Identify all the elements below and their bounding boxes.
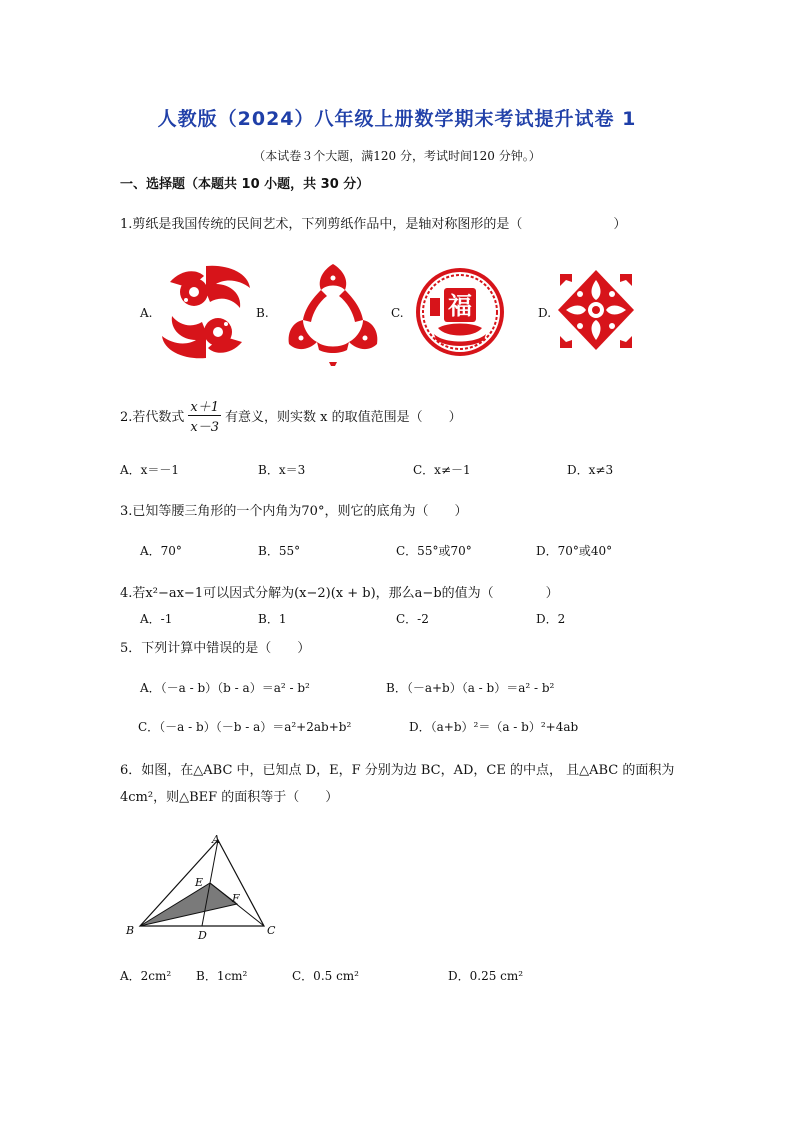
q2-option-b: B．x＝3 (258, 463, 306, 477)
q1-option-b-label: B. (256, 306, 269, 320)
paper-cut-fu-circle-image (414, 266, 506, 358)
q6-option-c: C．0.5 cm² (292, 969, 359, 983)
q6-option-b: B．1cm² (196, 969, 248, 983)
q5-option-d: D．（a+b）²＝（a - b）²+4ab (409, 720, 579, 734)
page-title: 人教版（2024）八年级上册数学期末考试提升试卷 1 (157, 108, 637, 130)
question-6-stem-line-2: 4cm²，则△BEF 的面积等于（ ） (120, 790, 339, 805)
question-1-stem: 1.剪纸是我国传统的民间艺术，下列剪纸作品中，是轴对称图形的是（ ） (120, 217, 627, 232)
paper-cut-fish-dragon-image (160, 262, 252, 362)
q3-option-b: B．55° (258, 544, 301, 558)
q2-denominator: x－3 (190, 420, 220, 435)
question-6-stem-line-1: 6．如图，在△ABC 中，已知点 D，E，F 分别为边 BC，AD，CE 的中点， 且△ABC 的面积为 (120, 763, 675, 778)
q1-option-c-label: C. (391, 306, 404, 320)
shaded-triangle-bef (140, 883, 237, 926)
point-label-b: B (126, 924, 135, 937)
q5-option-b: B．（－a+b）（a - b）＝a² - b² (386, 681, 555, 695)
question-4-stem: 4.若x²−ax−1可以因式分解为(x−2)(x + b)，那么a−b的值为（ ） (120, 586, 559, 601)
point-label-f: F (232, 892, 240, 905)
q2-option-c: C．x≠－1 (413, 463, 471, 477)
paper-cut-flower-square-image (556, 268, 636, 352)
point-label-a: A (212, 833, 220, 846)
q4-option-c: C．-2 (396, 612, 429, 626)
question-5-stem: 5．下列计算中错误的是（ ） (120, 641, 311, 656)
q3-option-d: D．70°或40° (536, 544, 613, 558)
section-heading: 一、选择题（本题共 10 小题，共 30 分） (120, 177, 370, 192)
point-label-d: D (198, 929, 207, 942)
q2-fraction (188, 396, 221, 435)
q4-option-d: D．2 (536, 612, 566, 626)
q2-suffix: 有意义，则实数 x 的取值范围是（ ） (225, 410, 462, 425)
q1-option-a-label: A. (140, 306, 153, 320)
q3-option-c: C．55°或70° (396, 544, 472, 558)
paper-cut-triangle-flower-image (283, 262, 383, 368)
q4-option-b: B．1 (258, 612, 287, 626)
q5-option-c: C．（－a - b）（－b - a）＝a²+2ab+b² (138, 720, 352, 734)
exam-instructions: （本试卷３个大题，满120 分，考试时间120 分钟。） (253, 149, 541, 163)
point-label-e: E (195, 876, 204, 889)
triangle-abc-figure (120, 830, 290, 945)
q2-numerator: x＋1 (188, 396, 221, 416)
q6-option-a: A．2cm² (120, 969, 172, 983)
q6-option-d: D．0.25 cm² (448, 969, 524, 983)
question-2-stem (120, 396, 462, 435)
q3-option-a: A．70° (140, 544, 182, 558)
question-3-stem: 3.已知等腰三角形的一个内角为70°，则它的底角为（ ） (120, 504, 468, 519)
q2-option-d: D．x≠3 (567, 463, 614, 477)
q5-option-a: A．（－a - b）（b - a）＝a² - b² (140, 681, 310, 695)
q2-prefix: 2.若代数式 (120, 410, 185, 425)
point-label-c: C (267, 924, 276, 937)
q2-option-a: A．x＝－1 (120, 463, 180, 477)
q1-option-d-label: D. (538, 306, 552, 320)
q4-option-a: A．-1 (140, 612, 173, 626)
fu-character: 福 (448, 291, 472, 320)
